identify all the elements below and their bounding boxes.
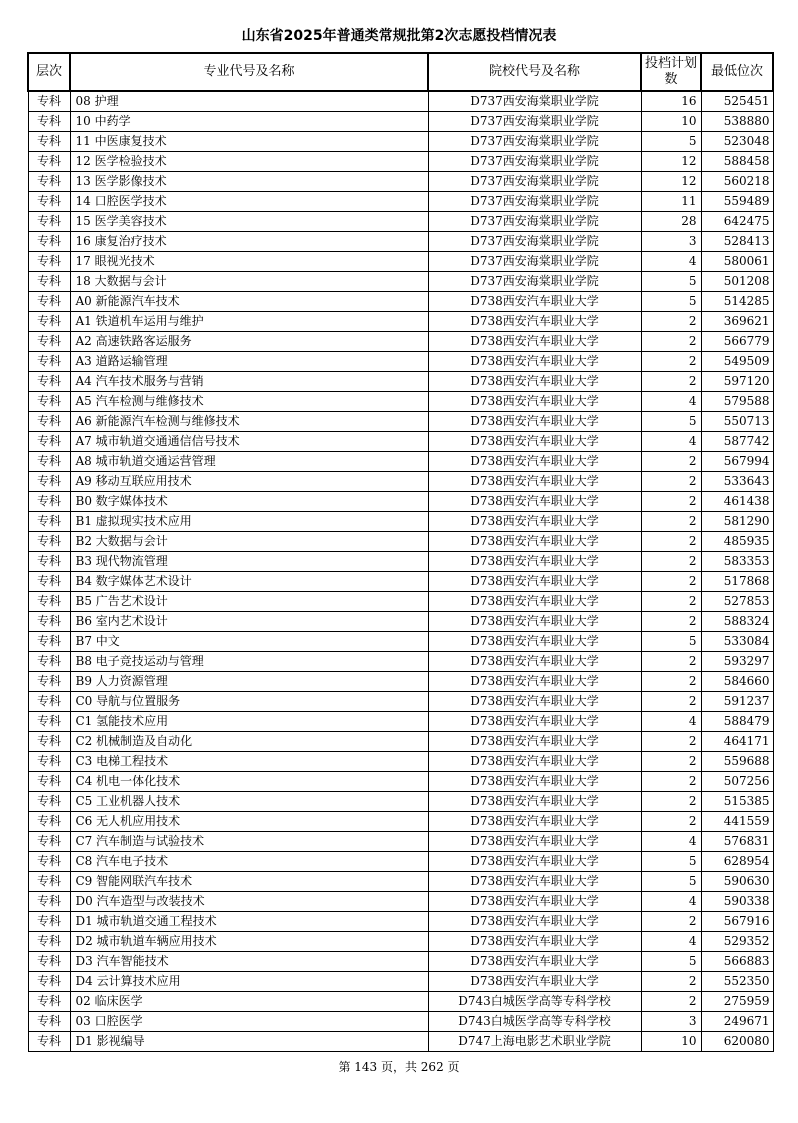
cell-school: D738西安汽车职业大学 (428, 552, 641, 572)
cell-major: 10 中药学 (70, 112, 428, 132)
table-row (28, 192, 773, 212)
cell-rank: 550713 (701, 412, 773, 432)
cell-school: D738西安汽车职业大学 (428, 512, 641, 532)
table-header-row (28, 53, 773, 91)
cell-major: A6 新能源汽车检测与维修技术 (70, 412, 428, 432)
cell-plan: 2 (641, 312, 701, 332)
cell-rank: 514285 (701, 292, 773, 312)
cell-level: 专科 (28, 552, 70, 572)
cell-major: B6 室内艺术设计 (70, 612, 428, 632)
cell-school: D738西安汽车职业大学 (428, 452, 641, 472)
cell-level: 专科 (28, 172, 70, 192)
table-row (28, 892, 773, 912)
cell-major: C1 氢能技术应用 (70, 712, 428, 732)
cell-rank: 581290 (701, 512, 773, 532)
cell-level: 专科 (28, 112, 70, 132)
table-row (28, 712, 773, 732)
cell-school: D738西安汽车职业大学 (428, 692, 641, 712)
cell-plan: 4 (641, 712, 701, 732)
cell-level: 专科 (28, 852, 70, 872)
table-row (28, 292, 773, 312)
admission-table (27, 52, 774, 1052)
cell-major: B7 中文 (70, 632, 428, 652)
cell-school: D737西安海棠职业学院 (428, 212, 641, 232)
table-row (28, 732, 773, 752)
cell-school: D738西安汽车职业大学 (428, 592, 641, 612)
table-row (28, 672, 773, 692)
table-body (28, 91, 773, 1052)
cell-major: 02 临床医学 (70, 992, 428, 1012)
cell-major: 12 医学检验技术 (70, 152, 428, 172)
cell-plan: 2 (641, 672, 701, 692)
cell-plan: 2 (641, 752, 701, 772)
cell-plan: 5 (641, 132, 701, 152)
cell-rank: 507256 (701, 772, 773, 792)
cell-major: B0 数字媒体技术 (70, 492, 428, 512)
cell-rank: 533084 (701, 632, 773, 652)
cell-major: B1 虚拟现实技术应用 (70, 512, 428, 532)
cell-rank: 517868 (701, 572, 773, 592)
cell-major: 13 医学影像技术 (70, 172, 428, 192)
cell-level: 专科 (28, 1032, 70, 1052)
cell-major: C0 导航与位置服务 (70, 692, 428, 712)
cell-rank: 588324 (701, 612, 773, 632)
cell-major: 18 大数据与会计 (70, 272, 428, 292)
cell-level: 专科 (28, 932, 70, 952)
cell-major: B2 大数据与会计 (70, 532, 428, 552)
table-row (28, 392, 773, 412)
table-row (28, 492, 773, 512)
cell-school: D738西安汽车职业大学 (428, 772, 641, 792)
cell-level: 专科 (28, 132, 70, 152)
cell-plan: 16 (641, 91, 701, 112)
cell-major: C2 机械制造及自动化 (70, 732, 428, 752)
cell-level: 专科 (28, 292, 70, 312)
cell-major: C9 智能网联汽车技术 (70, 872, 428, 892)
page-title: 山东省2025年普通类常规批第2次志愿投档情况表 (241, 28, 557, 44)
table-row (28, 112, 773, 132)
table-row (28, 472, 773, 492)
cell-level: 专科 (28, 432, 70, 452)
cell-rank: 567994 (701, 452, 773, 472)
cell-school: D737西安海棠职业学院 (428, 252, 641, 272)
cell-rank: 642475 (701, 212, 773, 232)
cell-rank: 591237 (701, 692, 773, 712)
cell-level: 专科 (28, 652, 70, 672)
cell-major: A1 铁道机车运用与维护 (70, 312, 428, 332)
cell-level: 专科 (28, 792, 70, 812)
cell-plan: 2 (641, 372, 701, 392)
cell-school: D743白城医学高等专科学校 (428, 992, 641, 1012)
cell-rank: 501208 (701, 272, 773, 292)
cell-rank: 566883 (701, 952, 773, 972)
cell-major: C7 汽车制造与试验技术 (70, 832, 428, 852)
cell-level: 专科 (28, 152, 70, 172)
cell-level: 专科 (28, 532, 70, 552)
table-row (28, 612, 773, 632)
cell-school: D737西安海棠职业学院 (428, 272, 641, 292)
cell-level: 专科 (28, 732, 70, 752)
cell-level: 专科 (28, 412, 70, 432)
table-row (28, 332, 773, 352)
cell-plan: 10 (641, 1032, 701, 1052)
cell-school: D738西安汽车职业大学 (428, 912, 641, 932)
cell-rank: 485935 (701, 532, 773, 552)
cell-plan: 4 (641, 432, 701, 452)
cell-school: D738西安汽车职业大学 (428, 612, 641, 632)
cell-plan: 2 (641, 572, 701, 592)
cell-plan: 10 (641, 112, 701, 132)
cell-level: 专科 (28, 572, 70, 592)
cell-major: C5 工业机器人技术 (70, 792, 428, 812)
cell-major: B9 人力资源管理 (70, 672, 428, 692)
cell-rank: 549509 (701, 352, 773, 372)
cell-major: 17 眼视光技术 (70, 252, 428, 272)
table-row (28, 632, 773, 652)
cell-rank: 523048 (701, 132, 773, 152)
cell-rank: 587742 (701, 432, 773, 452)
table-row (28, 452, 773, 472)
cell-level: 专科 (28, 91, 70, 112)
cell-rank: 560218 (701, 172, 773, 192)
cell-level: 专科 (28, 232, 70, 252)
table-row (28, 572, 773, 592)
cell-plan: 2 (641, 472, 701, 492)
cell-rank: 552350 (701, 972, 773, 992)
table-row (28, 172, 773, 192)
cell-school: D738西安汽车职业大学 (428, 312, 641, 332)
cell-plan: 5 (641, 872, 701, 892)
cell-level: 专科 (28, 252, 70, 272)
table-row (28, 432, 773, 452)
cell-rank: 620080 (701, 1032, 773, 1052)
cell-level: 专科 (28, 1012, 70, 1032)
cell-school: D738西安汽车职业大学 (428, 812, 641, 832)
cell-major: B5 广告艺术设计 (70, 592, 428, 612)
cell-plan: 5 (641, 952, 701, 972)
cell-plan: 2 (641, 552, 701, 572)
table-row (28, 912, 773, 932)
cell-rank: 528413 (701, 232, 773, 252)
cell-rank: 515385 (701, 792, 773, 812)
cell-school: D743白城医学高等专科学校 (428, 1012, 641, 1032)
table-row (28, 212, 773, 232)
table-row (28, 852, 773, 872)
cell-major: A2 高速铁路客运服务 (70, 332, 428, 352)
cell-school: D737西安海棠职业学院 (428, 132, 641, 152)
table-row (28, 772, 773, 792)
cell-school: D738西安汽车职业大学 (428, 852, 641, 872)
cell-school: D738西安汽车职业大学 (428, 652, 641, 672)
table-row (28, 812, 773, 832)
cell-level: 专科 (28, 592, 70, 612)
cell-major: 11 中医康复技术 (70, 132, 428, 152)
cell-plan: 2 (641, 492, 701, 512)
cell-major: D0 汽车造型与改装技术 (70, 892, 428, 912)
cell-level: 专科 (28, 392, 70, 412)
table-row (28, 512, 773, 532)
cell-school: D737西安海棠职业学院 (428, 172, 641, 192)
cell-plan: 4 (641, 832, 701, 852)
cell-level: 专科 (28, 272, 70, 292)
table-row (28, 152, 773, 172)
table-row (28, 552, 773, 572)
table-row (28, 232, 773, 252)
cell-rank: 590338 (701, 892, 773, 912)
cell-rank: 559489 (701, 192, 773, 212)
cell-rank: 593297 (701, 652, 773, 672)
table-row (28, 1032, 773, 1052)
cell-major: A4 汽车技术服务与营销 (70, 372, 428, 392)
table-row (28, 352, 773, 372)
cell-school: D737西安海棠职业学院 (428, 91, 641, 112)
cell-school: D738西安汽车职业大学 (428, 472, 641, 492)
cell-school: D747上海电影艺术职业学院 (428, 1032, 641, 1052)
cell-major: C3 电梯工程技术 (70, 752, 428, 772)
cell-school: D738西安汽车职业大学 (428, 892, 641, 912)
cell-plan: 28 (641, 212, 701, 232)
cell-rank: 533643 (701, 472, 773, 492)
cell-rank: 538880 (701, 112, 773, 132)
table-row (28, 252, 773, 272)
table-row (28, 992, 773, 1012)
cell-plan: 2 (641, 612, 701, 632)
table-row (28, 932, 773, 952)
cell-level: 专科 (28, 912, 70, 932)
cell-plan: 4 (641, 392, 701, 412)
cell-plan: 2 (641, 992, 701, 1012)
table-row (28, 692, 773, 712)
cell-school: D738西安汽车职业大学 (428, 792, 641, 812)
cell-plan: 2 (641, 812, 701, 832)
cell-school: D738西安汽车职业大学 (428, 832, 641, 852)
cell-major: B3 现代物流管理 (70, 552, 428, 572)
cell-plan: 5 (641, 852, 701, 872)
cell-plan: 12 (641, 172, 701, 192)
cell-rank: 583353 (701, 552, 773, 572)
cell-level: 专科 (28, 632, 70, 652)
cell-major: B4 数字媒体艺术设计 (70, 572, 428, 592)
cell-school: D737西安海棠职业学院 (428, 192, 641, 212)
cell-school: D738西安汽车职业大学 (428, 972, 641, 992)
header-plan: 投档计划数 (641, 53, 701, 91)
cell-school: D738西安汽车职业大学 (428, 432, 641, 452)
cell-school: D737西安海棠职业学院 (428, 232, 641, 252)
table-row (28, 412, 773, 432)
cell-level: 专科 (28, 352, 70, 372)
cell-school: D738西安汽车职业大学 (428, 712, 641, 732)
cell-plan: 5 (641, 272, 701, 292)
cell-rank: 525451 (701, 91, 773, 112)
cell-major: 03 口腔医学 (70, 1012, 428, 1032)
cell-major: 15 医学美容技术 (70, 212, 428, 232)
cell-level: 专科 (28, 752, 70, 772)
table-row (28, 792, 773, 812)
cell-plan: 12 (641, 152, 701, 172)
cell-plan: 2 (641, 332, 701, 352)
cell-school: D738西安汽车职业大学 (428, 372, 641, 392)
cell-level: 专科 (28, 452, 70, 472)
cell-level: 专科 (28, 772, 70, 792)
cell-level: 专科 (28, 512, 70, 532)
cell-school: D738西安汽车职业大学 (428, 572, 641, 592)
cell-rank: 576831 (701, 832, 773, 852)
page-footer: 第 143 页，共 262 页 (338, 1060, 460, 1074)
cell-plan: 4 (641, 892, 701, 912)
cell-plan: 11 (641, 192, 701, 212)
cell-school: D738西安汽车职业大学 (428, 952, 641, 972)
cell-school: D737西安海棠职业学院 (428, 152, 641, 172)
cell-school: D738西安汽车职业大学 (428, 332, 641, 352)
cell-level: 专科 (28, 312, 70, 332)
table-row (28, 91, 773, 112)
cell-level: 专科 (28, 672, 70, 692)
cell-level: 专科 (28, 492, 70, 512)
cell-major: D1 城市轨道交通工程技术 (70, 912, 428, 932)
cell-level: 专科 (28, 812, 70, 832)
cell-level: 专科 (28, 972, 70, 992)
cell-level: 专科 (28, 952, 70, 972)
cell-school: D738西安汽车职业大学 (428, 752, 641, 772)
cell-plan: 2 (641, 592, 701, 612)
cell-level: 专科 (28, 712, 70, 732)
cell-major: D3 汽车智能技术 (70, 952, 428, 972)
cell-level: 专科 (28, 192, 70, 212)
cell-rank: 567916 (701, 912, 773, 932)
cell-plan: 5 (641, 632, 701, 652)
cell-level: 专科 (28, 692, 70, 712)
cell-rank: 249671 (701, 1012, 773, 1032)
cell-rank: 580061 (701, 252, 773, 272)
table-row (28, 872, 773, 892)
cell-school: D738西安汽车职业大学 (428, 932, 641, 952)
cell-level: 专科 (28, 472, 70, 492)
cell-level: 专科 (28, 372, 70, 392)
cell-major: 08 护理 (70, 91, 428, 112)
cell-plan: 2 (641, 532, 701, 552)
header-level: 层次 (28, 53, 70, 91)
cell-rank: 588479 (701, 712, 773, 732)
table-row (28, 532, 773, 552)
cell-rank: 628954 (701, 852, 773, 872)
cell-rank: 584660 (701, 672, 773, 692)
cell-school: D738西安汽车职业大学 (428, 392, 641, 412)
cell-plan: 2 (641, 792, 701, 812)
cell-level: 专科 (28, 332, 70, 352)
cell-school: D738西安汽车职业大学 (428, 492, 641, 512)
cell-major: A9 移动互联应用技术 (70, 472, 428, 492)
cell-rank: 527853 (701, 592, 773, 612)
cell-major: 16 康复治疗技术 (70, 232, 428, 252)
cell-rank: 590630 (701, 872, 773, 892)
cell-rank: 579588 (701, 392, 773, 412)
cell-plan: 2 (641, 772, 701, 792)
table-row (28, 132, 773, 152)
table-row (28, 1012, 773, 1032)
cell-plan: 5 (641, 412, 701, 432)
cell-plan: 5 (641, 292, 701, 312)
cell-rank: 464171 (701, 732, 773, 752)
cell-plan: 2 (641, 692, 701, 712)
cell-school: D738西安汽车职业大学 (428, 412, 641, 432)
cell-level: 专科 (28, 212, 70, 232)
cell-major: D1 影视编导 (70, 1032, 428, 1052)
cell-rank: 369621 (701, 312, 773, 332)
cell-level: 专科 (28, 892, 70, 912)
cell-rank: 566779 (701, 332, 773, 352)
cell-major: A7 城市轨道交通通信信号技术 (70, 432, 428, 452)
cell-plan: 2 (641, 512, 701, 532)
cell-plan: 4 (641, 252, 701, 272)
cell-level: 专科 (28, 872, 70, 892)
table-row (28, 312, 773, 332)
cell-major: 14 口腔医学技术 (70, 192, 428, 212)
table-row (28, 652, 773, 672)
table-row (28, 272, 773, 292)
table-row (28, 752, 773, 772)
cell-major: A3 道路运输管理 (70, 352, 428, 372)
cell-major: A5 汽车检测与维修技术 (70, 392, 428, 412)
cell-major: C4 机电一体化技术 (70, 772, 428, 792)
cell-plan: 2 (641, 972, 701, 992)
cell-major: B8 电子竞技运动与管理 (70, 652, 428, 672)
cell-level: 专科 (28, 612, 70, 632)
cell-rank: 588458 (701, 152, 773, 172)
cell-rank: 275959 (701, 992, 773, 1012)
cell-plan: 4 (641, 932, 701, 952)
cell-school: D738西安汽车职业大学 (428, 352, 641, 372)
cell-rank: 461438 (701, 492, 773, 512)
table-row (28, 832, 773, 852)
cell-plan: 3 (641, 1012, 701, 1032)
cell-major: A0 新能源汽车技术 (70, 292, 428, 312)
cell-major: D4 云计算技术应用 (70, 972, 428, 992)
cell-major: A8 城市轨道交通运营管理 (70, 452, 428, 472)
header-rank: 最低位次 (701, 53, 773, 91)
cell-plan: 2 (641, 652, 701, 672)
header-school: 院校代号及名称 (428, 53, 641, 91)
cell-school: D738西安汽车职业大学 (428, 732, 641, 752)
cell-school: D737西安海棠职业学院 (428, 112, 641, 132)
table-row (28, 972, 773, 992)
cell-plan: 3 (641, 232, 701, 252)
cell-plan: 2 (641, 912, 701, 932)
cell-rank: 597120 (701, 372, 773, 392)
cell-plan: 2 (641, 352, 701, 372)
cell-plan: 2 (641, 452, 701, 472)
cell-major: C8 汽车电子技术 (70, 852, 428, 872)
cell-school: D738西安汽车职业大学 (428, 632, 641, 652)
table-row (28, 592, 773, 612)
cell-rank: 559688 (701, 752, 773, 772)
cell-rank: 441559 (701, 812, 773, 832)
cell-major: D2 城市轨道车辆应用技术 (70, 932, 428, 952)
cell-school: D738西安汽车职业大学 (428, 292, 641, 312)
cell-level: 专科 (28, 992, 70, 1012)
cell-school: D738西安汽车职业大学 (428, 872, 641, 892)
cell-rank: 529352 (701, 932, 773, 952)
cell-plan: 2 (641, 732, 701, 752)
cell-school: D738西安汽车职业大学 (428, 532, 641, 552)
cell-major: C6 无人机应用技术 (70, 812, 428, 832)
cell-school: D738西安汽车职业大学 (428, 672, 641, 692)
table-row (28, 372, 773, 392)
header-major: 专业代号及名称 (70, 53, 428, 91)
cell-level: 专科 (28, 832, 70, 852)
table-row (28, 952, 773, 972)
